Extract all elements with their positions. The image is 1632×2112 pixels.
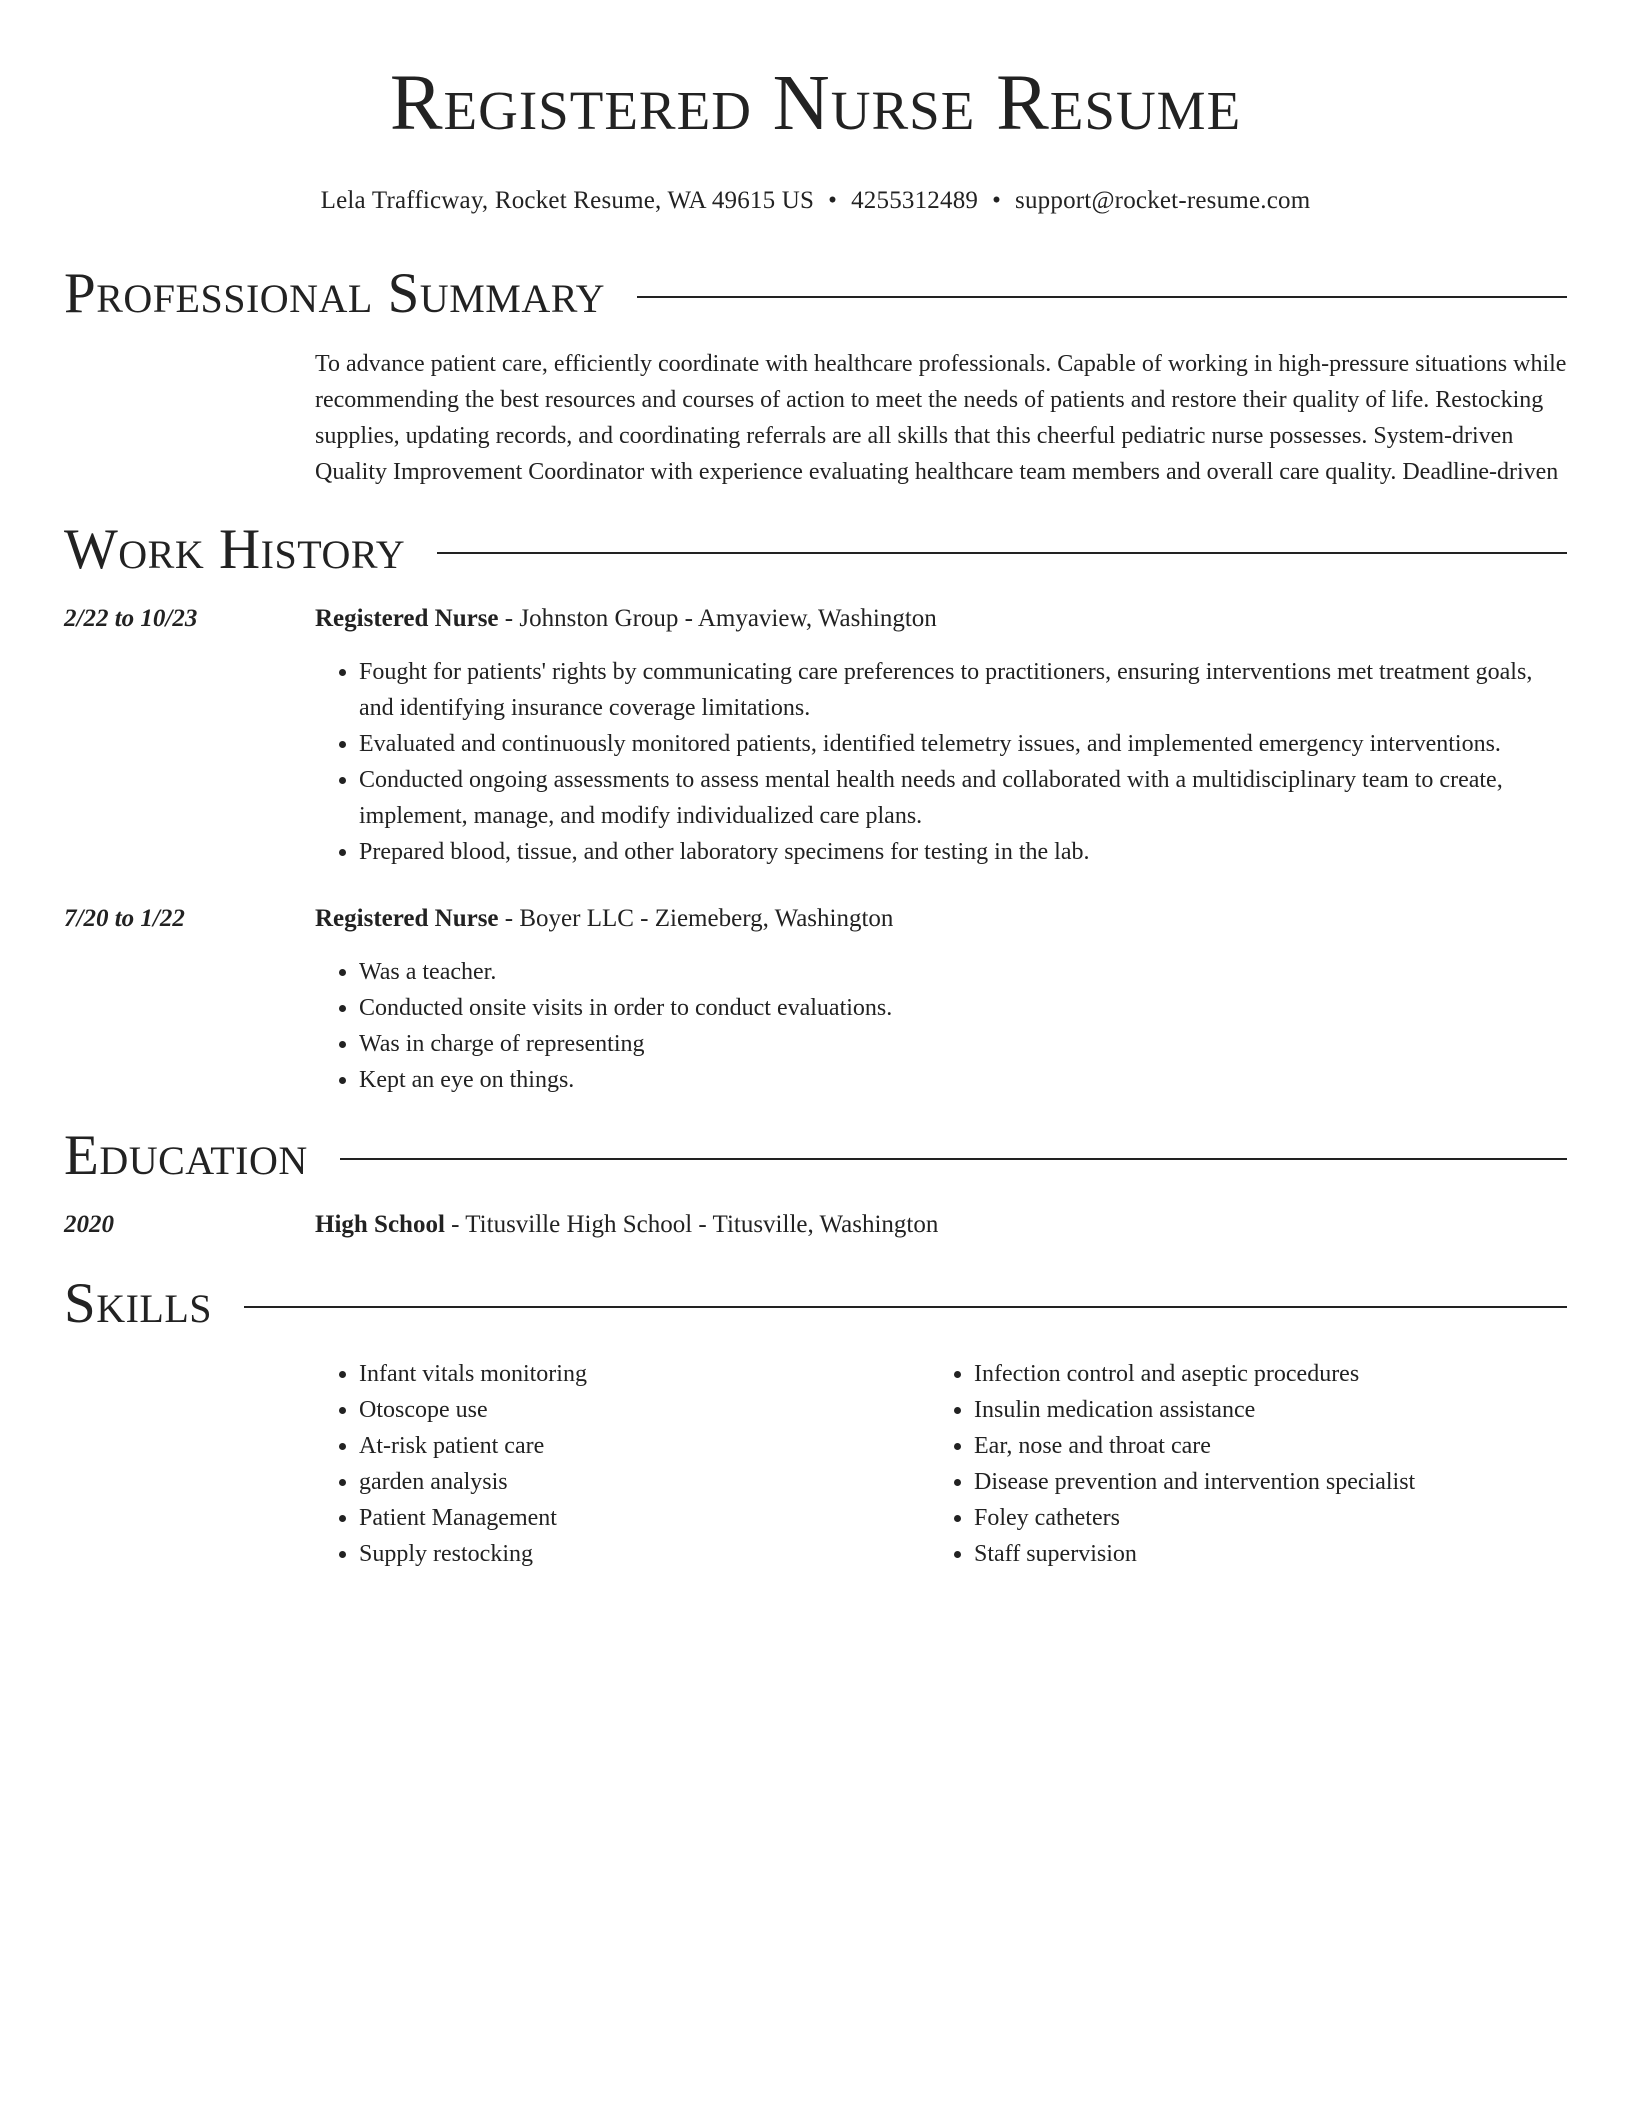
resume-title: Registered Nurse Resume — [389, 60, 1242, 147]
job-bullet: • Was in charge of representing — [359, 1026, 1567, 1062]
job-heading — [315, 902, 1567, 936]
job-bullet: • Conducted ongoing assessments to assess mental health needs and collaborated with a multidisciplinary team to create, implement, manage, and modify individualized care plans. — [359, 762, 1567, 834]
job-body — [315, 602, 1567, 870]
summary-text: To advance patient care, efficiently coordinate with healthcare professionals. Capable of working in high-pressure situations while recommending the best resources and courses of action to meet the needs of patients and restore their quality of life. Restocking supplies, updating records, and coordinating referrals are all skills that this cheerful pediatric nurse possesses. System-driven Quality Improvement Coordinator with experience evaluating healthcare team members and overall care quality. Deadline-driven — [315, 351, 1567, 485]
skills-column-left — [315, 1356, 930, 1572]
skill-item: • Foley catheters — [974, 1500, 1567, 1536]
skills-column-right — [930, 1356, 1567, 1572]
section-professional-summary — [64, 262, 1567, 490]
skills-grid — [315, 1356, 1567, 1572]
section-header — [64, 1272, 1567, 1336]
job-details: - Johnston Group - Amyaview, Washington — [498, 605, 937, 632]
education-heading — [315, 1208, 1567, 1242]
section-header — [64, 1124, 1567, 1188]
section-divider — [637, 296, 1567, 298]
job-title: Registered Nurse — [315, 905, 499, 932]
job-body — [315, 902, 1567, 1098]
skill-item: • Supply restocking — [359, 1536, 930, 1572]
skill-item: • Disease prevention and intervention specialist — [974, 1464, 1567, 1500]
skill-item: • Insulin medication assistance — [974, 1392, 1567, 1428]
skill-item: • Infant vitals monitoring — [359, 1356, 930, 1392]
education-degree: High School — [315, 1211, 445, 1238]
section-work-history — [64, 518, 1567, 1098]
section-heading: Education — [64, 1124, 308, 1187]
section-heading: Work History — [64, 518, 406, 581]
job-entry — [64, 902, 1567, 1098]
skills-list — [315, 1356, 930, 1572]
section-header — [64, 262, 1567, 326]
job-details: - Boyer LLC - Ziemeberg, Washington — [498, 905, 894, 932]
contact-phone: 4255312489 — [851, 187, 979, 214]
job-date: 2/22 to 10/23 — [64, 605, 198, 632]
skills-list — [930, 1356, 1567, 1572]
job-entry — [64, 602, 1567, 870]
skill-item: • Patient Management — [359, 1500, 930, 1536]
section-heading: Professional Summary — [64, 262, 606, 325]
education-entry — [64, 1208, 1567, 1242]
contact-separator: • — [992, 187, 1002, 214]
job-date: 7/20 to 1/22 — [64, 905, 185, 932]
skill-item: • garden analysis — [359, 1464, 930, 1500]
contact-address: Lela Trafficway, Rocket Resume, WA 49615 US — [320, 187, 815, 214]
job-bullets — [315, 654, 1567, 870]
skill-item: • Ear, nose and throat care — [974, 1428, 1567, 1464]
job-bullet: • Was a teacher. — [359, 954, 1567, 990]
section-divider — [244, 1306, 1567, 1308]
job-bullet: • Prepared blood, tissue, and other laboratory specimens for testing in the lab. — [359, 834, 1567, 870]
skill-item: • At-risk patient care — [359, 1428, 930, 1464]
contact-email: support@rocket-resume.com — [1015, 187, 1311, 214]
skill-item: • Staff supervision — [974, 1536, 1567, 1572]
job-bullet: • Fought for patients' rights by communicating care preferences to practitioners, ensuring interventions met treatment goals, and identifying insurance coverage limitations. — [359, 654, 1567, 726]
section-skills — [64, 1272, 1567, 1572]
job-bullet: • Conducted onsite visits in order to conduct evaluations. — [359, 990, 1567, 1026]
education-details: - Titusville High School - Titusville, Washington — [444, 1211, 939, 1238]
job-bullets — [315, 954, 1567, 1098]
section-education — [64, 1124, 1567, 1242]
job-bullet: • Evaluated and continuously monitored patients, identified telemetry issues, and implemented emergency interventions. — [359, 726, 1567, 762]
skill-item: • Infection control and aseptic procedures — [974, 1356, 1567, 1392]
contact-line — [64, 186, 1567, 216]
section-heading: Skills — [64, 1272, 213, 1335]
skill-item: • Otoscope use — [359, 1392, 930, 1428]
job-title: Registered Nurse — [315, 605, 499, 632]
job-heading — [315, 602, 1567, 636]
section-divider — [437, 552, 1567, 554]
section-header — [64, 518, 1567, 582]
job-bullet: • Kept an eye on things. — [359, 1062, 1567, 1098]
section-divider — [340, 1158, 1567, 1160]
education-date: 2020 — [64, 1211, 114, 1238]
education-body — [315, 1208, 1567, 1242]
contact-separator: • — [828, 187, 838, 214]
